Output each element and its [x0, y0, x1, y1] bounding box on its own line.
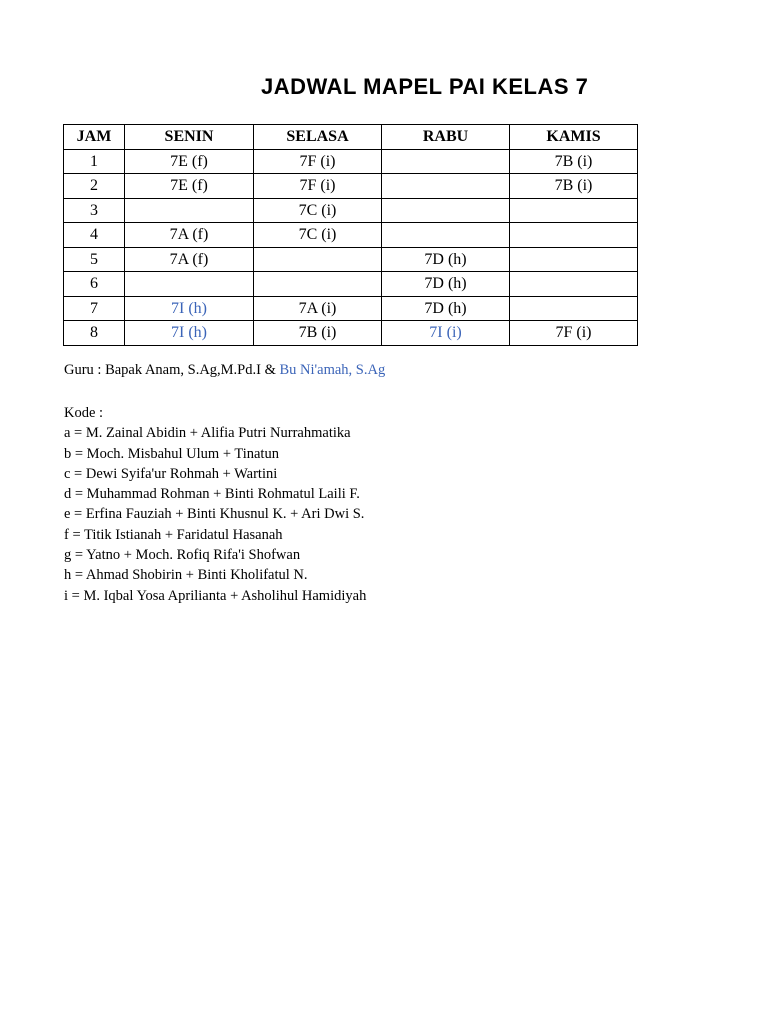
table-cell — [382, 174, 510, 199]
table-cell — [510, 247, 638, 272]
table-cell — [510, 198, 638, 223]
code-legend — [64, 403, 366, 606]
list-item: c = Dewi Syifa'ur Rohmah + Wartini — [64, 465, 278, 482]
table-cell — [510, 223, 638, 248]
table-cell: 3 — [64, 198, 125, 223]
list-item: d = Muhammad Rohman + Binti Rohmatul Laili F. — [64, 486, 360, 503]
table-cell: 7E (f) — [125, 149, 254, 174]
table-cell: 7F (i) — [510, 321, 638, 346]
table-row — [64, 272, 638, 297]
header-jam: JAM — [64, 125, 125, 150]
table-cell — [125, 198, 254, 223]
list-item: f = Titik Istianah + Faridatul Hasanah — [64, 526, 283, 543]
table-row — [64, 223, 638, 248]
table-cell-highlighted: 7I (h) — [125, 296, 254, 321]
table-cell: 7 — [64, 296, 125, 321]
table-cell: 4 — [64, 223, 125, 248]
table-cell: 7A (i) — [254, 296, 382, 321]
table-cell — [510, 296, 638, 321]
table-cell — [254, 272, 382, 297]
table-cell: 8 — [64, 321, 125, 346]
table-cell — [125, 272, 254, 297]
list-item: a = M. Zainal Abidin + Alifia Putri Nurrahmatika — [64, 425, 351, 442]
table-row — [64, 149, 638, 174]
table-cell — [382, 149, 510, 174]
table-cell: 2 — [64, 174, 125, 199]
table-cell: 7D (h) — [382, 296, 510, 321]
teacher-highlight: Bu Ni'amah, S.Ag — [279, 362, 386, 378]
table-row — [64, 198, 638, 223]
table-row — [64, 247, 638, 272]
schedule-table — [63, 124, 638, 346]
table-cell: 7B (i) — [510, 149, 638, 174]
table-cell: 7C (i) — [254, 223, 382, 248]
header-kamis: KAMIS — [510, 125, 638, 150]
table-row — [64, 321, 638, 346]
list-item: i = M. Iqbal Yosa Aprilianta + Asholihul Hamidiyah — [64, 587, 367, 604]
page-title: JADWAL MAPEL PAI KELAS 7 — [261, 74, 589, 99]
table-cell — [382, 198, 510, 223]
table-cell: 6 — [64, 272, 125, 297]
table-cell: 5 — [64, 247, 125, 272]
table-cell: 7E (f) — [125, 174, 254, 199]
table-cell — [382, 223, 510, 248]
table-cell — [254, 247, 382, 272]
table-cell: 1 — [64, 149, 125, 174]
table-cell: 7A (f) — [125, 223, 254, 248]
table-cell: 7B (i) — [510, 174, 638, 199]
table-row — [64, 174, 638, 199]
header-senin: SENIN — [125, 125, 254, 150]
list-item: b = Moch. Misbahul Ulum + Tinatun — [64, 445, 279, 462]
list-item: h = Ahmad Shobirin + Binti Kholifatul N. — [64, 567, 308, 584]
table-cell: 7F (i) — [254, 174, 382, 199]
header-rabu: RABU — [382, 125, 510, 150]
table-cell-highlighted: 7I (h) — [125, 321, 254, 346]
table-cell: 7A (f) — [125, 247, 254, 272]
code-legend-label: Kode : — [64, 405, 104, 421]
table-cell-highlighted: 7I (i) — [382, 321, 510, 346]
table-cell: 7C (i) — [254, 198, 382, 223]
table-cell: 7D (h) — [382, 272, 510, 297]
teacher-line — [64, 362, 385, 379]
header-selasa: SELASA — [254, 125, 382, 150]
table-row — [64, 296, 638, 321]
table-cell: 7F (i) — [254, 149, 382, 174]
table-cell: 7D (h) — [382, 247, 510, 272]
teacher-prefix: Guru : Bapak Anam, S.Ag,M.Pd.I & — [64, 362, 280, 378]
list-item: g = Yatno + Moch. Rofiq Rifa'i Shofwan — [64, 547, 301, 564]
list-item: e = Erfina Fauziah + Binti Khusnul K. + Ari Dwi S. — [64, 506, 365, 523]
table-cell — [510, 272, 638, 297]
table-header-row — [64, 125, 638, 150]
table-cell: 7B (i) — [254, 321, 382, 346]
